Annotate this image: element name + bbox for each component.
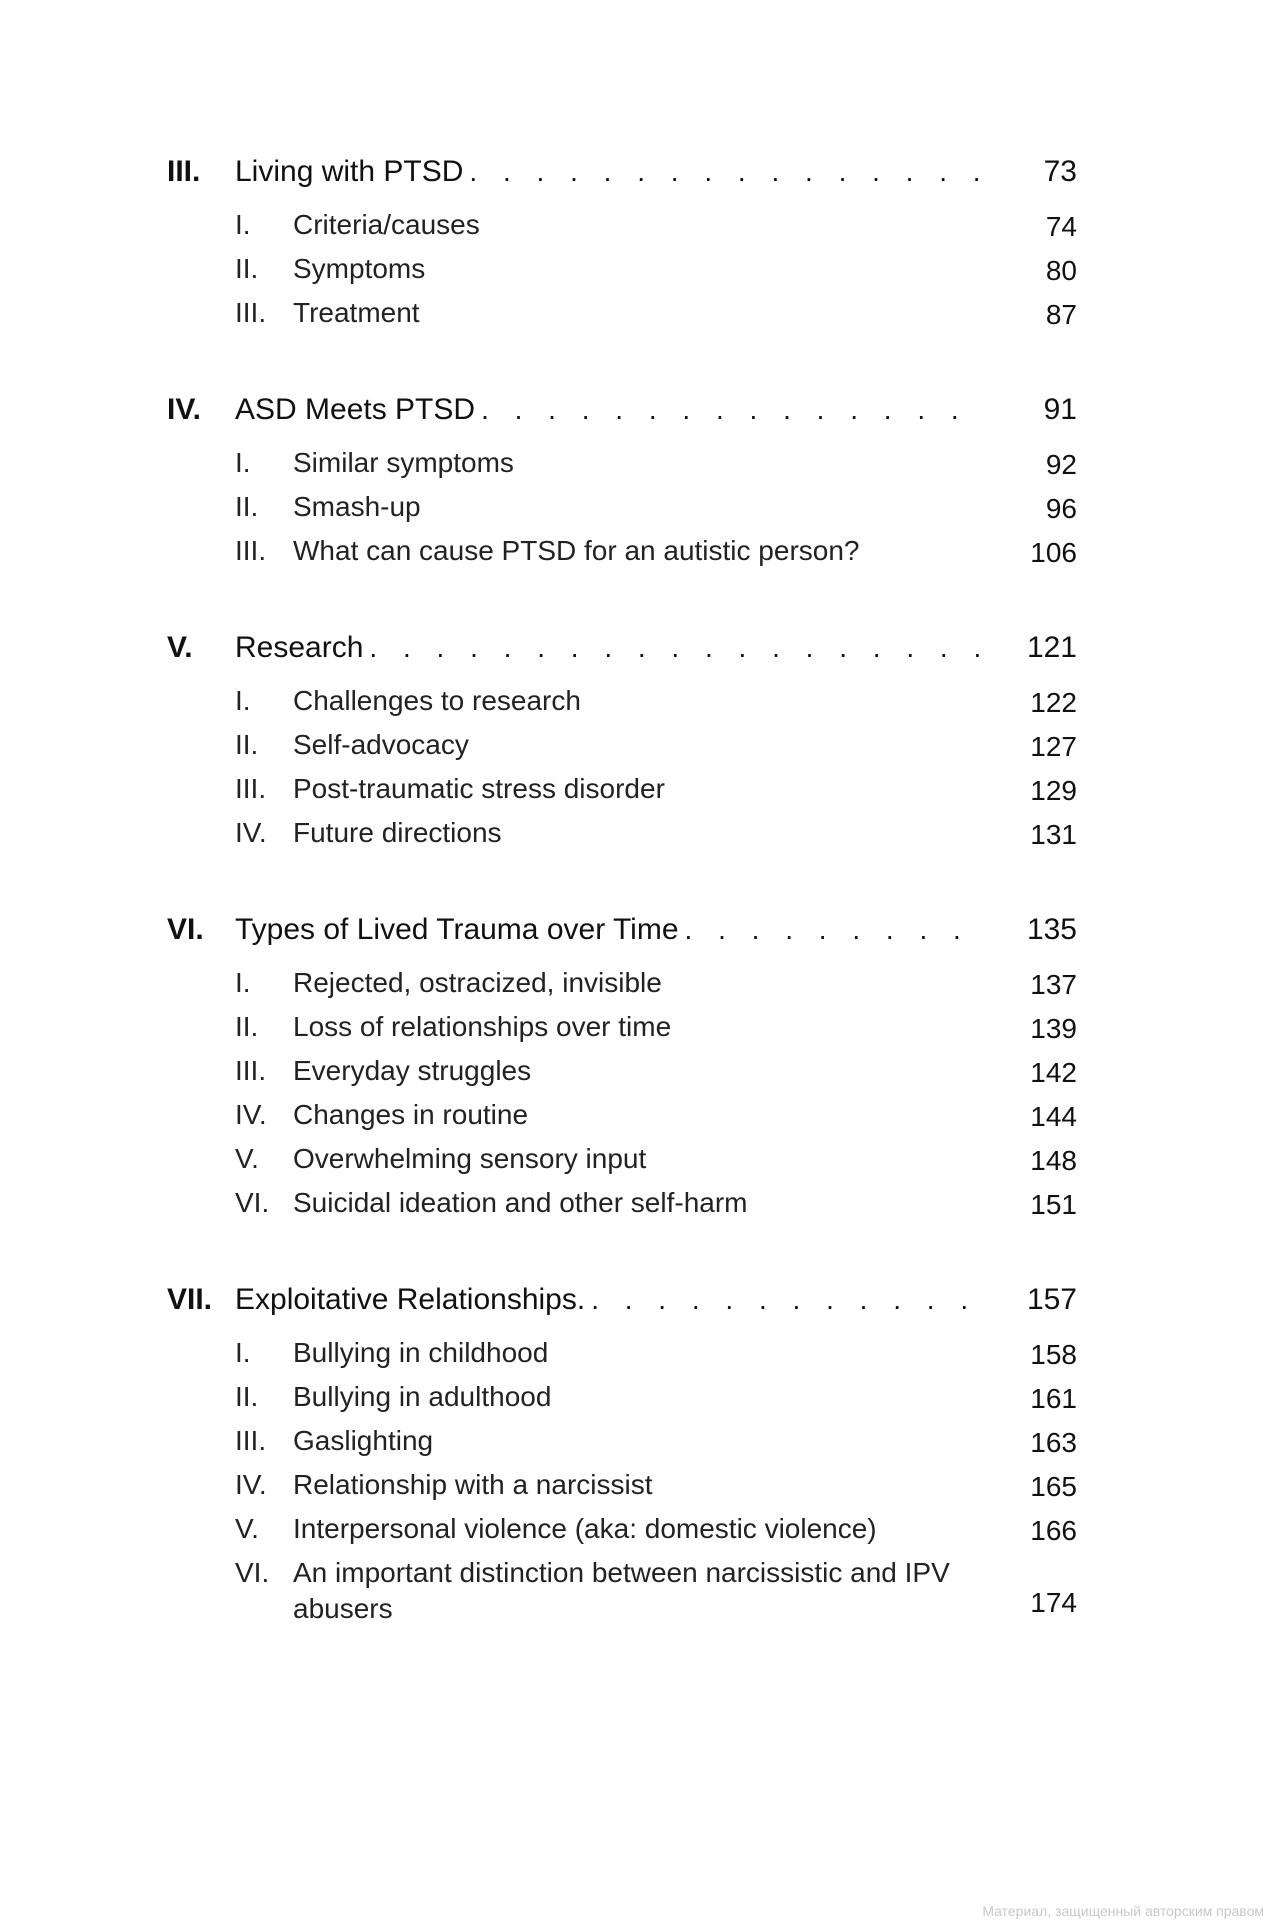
section-number: II.	[235, 491, 259, 522]
section-page-number: 122	[1030, 687, 1077, 718]
chapter-entry	[167, 393, 1077, 577]
section-number: III.	[235, 1055, 267, 1086]
section-entry	[167, 1555, 1077, 1627]
section-page-number: 139	[1030, 1013, 1077, 1044]
chapter-title: Living with PTSD	[235, 155, 464, 188]
dot-leader	[685, 914, 987, 946]
section-number: III.	[235, 773, 267, 804]
section-page-number: 96	[1045, 493, 1077, 524]
section-page-number: 74	[1045, 211, 1077, 242]
section-entry	[167, 251, 1077, 295]
section-page-number: 174	[1030, 1587, 1077, 1618]
chapter-entry	[167, 1283, 1077, 1627]
section-title: Everyday struggles	[293, 1055, 532, 1086]
section-entry	[167, 207, 1077, 251]
section-number: III.	[235, 535, 267, 566]
dot-leader	[591, 1284, 987, 1316]
chapter-page-number: 73	[1043, 155, 1077, 188]
section-title: Overwhelming sensory input	[293, 1143, 647, 1174]
section-title: Challenges to research	[293, 685, 581, 716]
section-page-number: 163	[1030, 1427, 1077, 1458]
section-number: VI.	[235, 1187, 270, 1218]
section-title: Bullying in adulthood	[293, 1381, 552, 1412]
section-page-number: 161	[1030, 1383, 1077, 1414]
section-page-number: 80	[1045, 255, 1077, 286]
chapter-number: V.	[167, 631, 193, 664]
section-page-number: 148	[1030, 1145, 1077, 1176]
section-number: II.	[235, 1011, 259, 1042]
section-entry	[167, 1053, 1077, 1097]
section-page-number: 165	[1030, 1471, 1077, 1502]
section-entry	[167, 727, 1077, 771]
chapter-heading	[167, 913, 1077, 965]
section-number: III.	[235, 1425, 267, 1456]
section-page-number: 151	[1030, 1189, 1077, 1220]
section-entry	[167, 1467, 1077, 1511]
chapter-entry	[167, 631, 1077, 859]
section-title: Future directions	[293, 817, 502, 848]
chapter-heading	[167, 155, 1077, 207]
section-title: Gaslighting	[293, 1425, 434, 1456]
section-entry	[167, 533, 1077, 577]
section-number: II.	[235, 1381, 259, 1412]
section-title: Self-advocacy	[293, 729, 469, 760]
chapter-title: ASD Meets PTSD	[235, 393, 476, 426]
chapter-title: Research	[235, 631, 364, 664]
section-page-number: 144	[1030, 1101, 1077, 1132]
section-number: VI.	[235, 1557, 270, 1588]
section-title: Smash-up	[293, 491, 421, 522]
section-title: What can cause PTSD for an autistic person?	[293, 535, 860, 566]
section-entry	[167, 1141, 1077, 1185]
section-title: Symptoms	[293, 253, 426, 284]
chapter-number: VII.	[167, 1283, 213, 1316]
chapter-entry	[167, 913, 1077, 1229]
section-title: Interpersonal violence (aka: domestic violence)	[293, 1513, 877, 1544]
section-page-number: 87	[1045, 299, 1077, 330]
section-number: I.	[235, 209, 251, 240]
section-title: Relationship with a narcissist	[293, 1469, 653, 1500]
section-title: An important distinction between narcissistic and IPV abusers	[293, 1557, 950, 1624]
dot-leader	[369, 632, 987, 664]
chapter-heading	[167, 631, 1077, 683]
chapter-page-number: 135	[1026, 913, 1077, 946]
section-entry	[167, 1379, 1077, 1423]
chapter-page-number: 121	[1026, 631, 1077, 664]
section-number: V.	[235, 1513, 259, 1544]
section-entry	[167, 683, 1077, 727]
chapter-number: VI.	[167, 913, 204, 946]
section-number: II.	[235, 729, 259, 760]
section-entry	[167, 815, 1077, 859]
section-entry	[167, 489, 1077, 533]
section-number: IV.	[235, 817, 267, 848]
chapter-heading	[167, 1283, 1077, 1335]
chapter-page-number: 91	[1043, 393, 1077, 426]
section-entry	[167, 295, 1077, 339]
section-number: II.	[235, 253, 259, 284]
section-title: Changes in routine	[293, 1099, 529, 1130]
section-title: Similar symptoms	[293, 447, 514, 478]
section-page-number: 129	[1030, 775, 1077, 806]
section-entry	[167, 1511, 1077, 1555]
section-page-number: 166	[1030, 1515, 1077, 1546]
section-entry	[167, 1097, 1077, 1141]
dot-leader	[469, 156, 987, 188]
section-title: Suicidal ideation and other self-harm	[293, 1187, 748, 1218]
chapter-number: III.	[167, 155, 201, 188]
section-page-number: 92	[1045, 449, 1077, 480]
section-title: Rejected, ostracized, invisible	[293, 967, 662, 998]
chapter-title: Types of Lived Trauma over Time	[235, 913, 679, 946]
dot-leader	[481, 394, 987, 426]
section-number: IV.	[235, 1469, 267, 1500]
section-number: V.	[235, 1143, 259, 1174]
section-page-number: 137	[1030, 969, 1077, 1000]
table-of-contents	[167, 155, 1077, 1681]
section-title: Loss of relationships over time	[293, 1011, 672, 1042]
chapter-heading	[167, 393, 1077, 445]
chapter-number: IV.	[167, 393, 201, 426]
section-number: I.	[235, 967, 251, 998]
section-entry	[167, 771, 1077, 815]
section-number: I.	[235, 1337, 251, 1368]
section-title: Treatment	[293, 297, 420, 328]
chapter-title: Exploitative Relationships.	[235, 1283, 586, 1316]
section-title: Post-traumatic stress disorder	[293, 773, 665, 804]
section-page-number: 106	[1030, 537, 1077, 568]
section-page-number: 127	[1030, 731, 1077, 762]
section-number: IV.	[235, 1099, 267, 1130]
section-number: I.	[235, 447, 251, 478]
section-entry	[167, 1423, 1077, 1467]
section-entry	[167, 1009, 1077, 1053]
section-page-number: 131	[1030, 819, 1077, 850]
section-entry	[167, 1335, 1077, 1379]
section-entry	[167, 1185, 1077, 1229]
chapter-page-number: 157	[1026, 1283, 1077, 1316]
section-number: I.	[235, 685, 251, 716]
copyright-watermark: Материал, защищенный авторским правом	[982, 1903, 1264, 1919]
section-entry	[167, 445, 1077, 489]
section-entry	[167, 965, 1077, 1009]
chapter-entry	[167, 155, 1077, 339]
section-number: III.	[235, 297, 267, 328]
section-title: Criteria/causes	[293, 209, 480, 240]
section-page-number: 142	[1030, 1057, 1077, 1088]
section-page-number: 158	[1030, 1339, 1077, 1370]
section-title: Bullying in childhood	[293, 1337, 549, 1368]
